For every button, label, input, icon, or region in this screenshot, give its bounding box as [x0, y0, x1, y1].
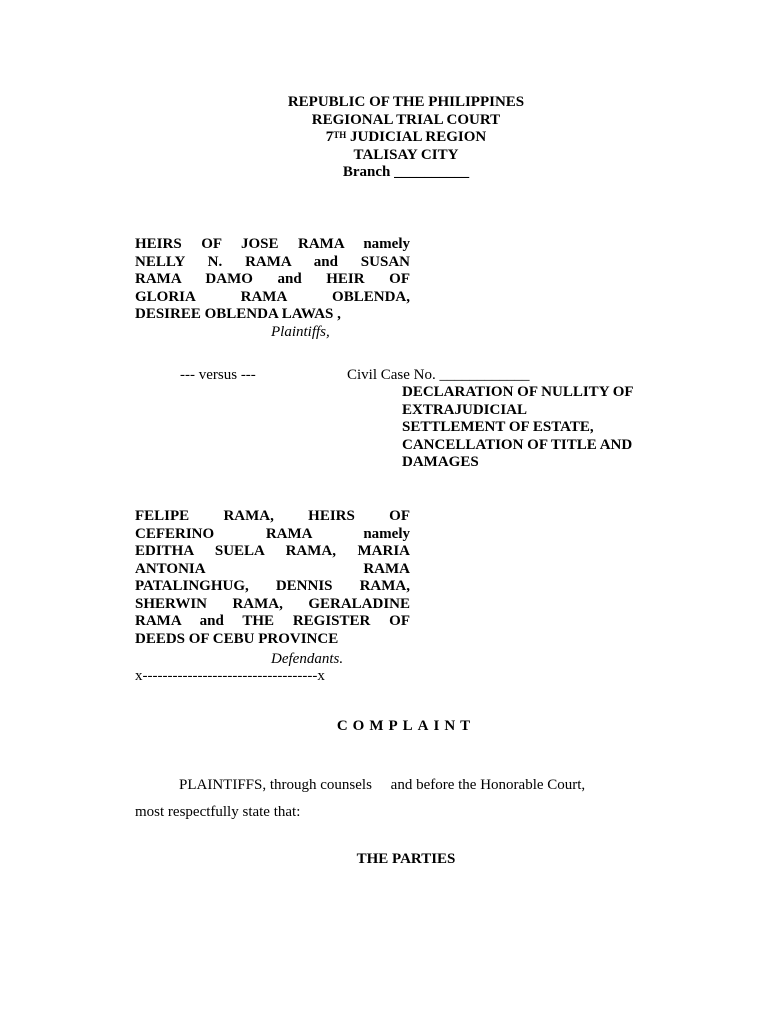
defendant-line: CEFERINO RAMA namely — [135, 525, 410, 542]
case-nature-line: DAMAGES — [402, 454, 479, 470]
case-nature — [402, 384, 674, 472]
region-superscript: TH — [333, 130, 347, 140]
section-heading: THE PARTIES — [356, 851, 456, 867]
plaintiff-line: NELLY N. RAMA and SUSAN — [135, 253, 410, 270]
region-number: 7 — [325, 129, 334, 145]
plaintiff-line: HEIRS OF JOSE RAMA namely — [135, 236, 410, 252]
versus-text: --- versus --- — [180, 367, 256, 383]
plaintiffs-role: Plaintiffs, — [271, 324, 330, 340]
intro-line-1: PLAINTIFFS, through counsels and before the Honorable Court, — [179, 777, 586, 793]
case-nature-line: DECLARATION OF NULLITY OF — [402, 384, 634, 400]
civil-case-number: Civil Case No. ____________ — [347, 367, 530, 383]
caption-separator: x-----------------------------------x — [135, 668, 325, 684]
defendant-line: RAMA and THE REGISTER OF — [135, 613, 410, 629]
header-republic: REPUBLIC OF THE PHILIPPINES — [287, 94, 525, 110]
region-text: JUDICIAL REGION — [346, 129, 487, 145]
defendant-line: EDITHA SUELA RAMA, MARIA — [135, 543, 410, 559]
plaintiffs-block — [135, 236, 410, 324]
defendant-line: ANTONIA RAMA — [135, 560, 410, 577]
plaintiff-line: DESIREE OBLENDA LAWAS , — [135, 306, 341, 322]
case-nature-line: SETTLEMENT OF ESTATE, — [402, 419, 594, 435]
header-branch: Branch __________ — [342, 164, 470, 180]
defendant-line: FELIPE RAMA, HEIRS OF — [135, 508, 410, 524]
court-header — [0, 94, 768, 182]
header-region — [0, 129, 768, 147]
intro-line-2: most respectfully state that: — [135, 804, 301, 820]
defendant-line: PATALINGHUG, DENNIS RAMA, — [135, 578, 410, 594]
case-nature-line: EXTRAJUDICIAL — [402, 401, 528, 418]
case-nature-line: CANCELLATION OF TITLE AND — [402, 436, 633, 453]
document-title: COMPLAINT — [336, 718, 476, 734]
plaintiff-line: GLORIA RAMA OBLENDA, — [135, 288, 410, 305]
defendants-block — [135, 508, 410, 648]
intro-paragraph — [135, 772, 677, 826]
header-city: TALISAY CITY — [353, 146, 459, 163]
defendants-role: Defendants. — [271, 651, 344, 667]
header-court: REGIONAL TRIAL COURT — [311, 111, 501, 128]
defendant-line: SHERWIN RAMA, GERALADINE — [135, 595, 410, 612]
defendant-line: DEEDS OF CEBU PROVINCE — [135, 630, 339, 647]
plaintiff-line: RAMA DAMO and HEIR OF — [135, 271, 410, 287]
